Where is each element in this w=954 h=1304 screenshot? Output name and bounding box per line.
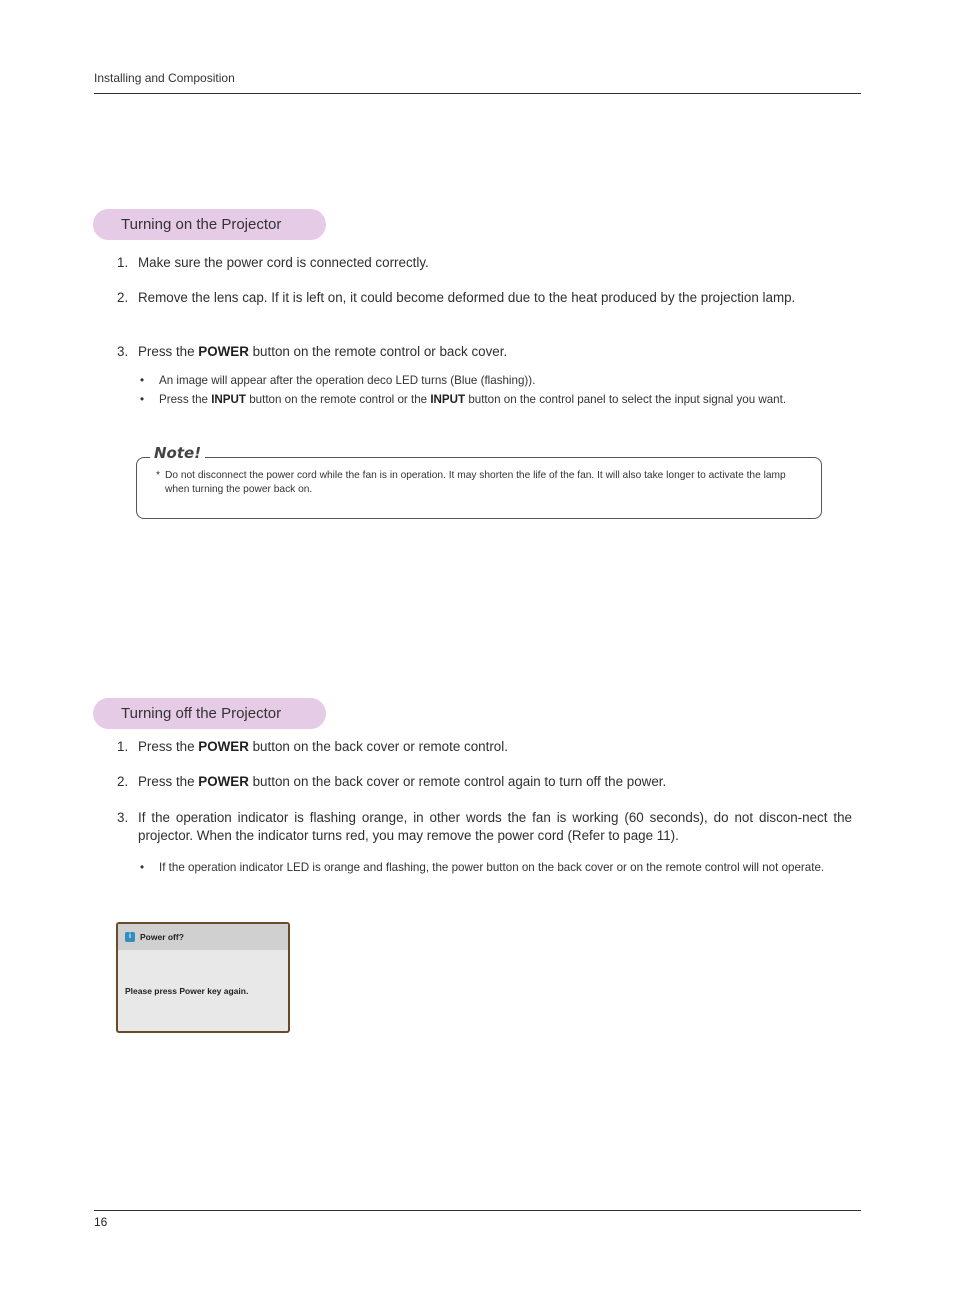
note-title: Note! <box>150 444 205 462</box>
list-number: 1. <box>117 255 129 270</box>
page-number: 16 <box>94 1215 108 1229</box>
text-run: Press the <box>138 739 199 754</box>
text-run: button on the control panel to select the input signal you want. <box>465 393 787 406</box>
section-title-turning-off: Turning off the Projector <box>93 698 326 729</box>
dialog-header <box>118 924 288 950</box>
bullet-text <box>159 391 854 408</box>
text-run: button on the back cover or remote control again to turn off the power. <box>248 774 667 789</box>
power-keyword: POWER <box>198 739 249 754</box>
text-run: Press the <box>138 344 199 359</box>
running-header: Installing and Composition <box>94 71 235 85</box>
dialog-message: Please press Power key again. <box>125 986 249 996</box>
note-body: Do not disconnect the power cord while the fan is in operation. It may shorten the life of the fan. It will also take longer to activate the lamp when turning the power back on. <box>165 470 786 495</box>
list-item <box>117 289 852 307</box>
section-title-turning-on: Turning on the Projector <box>93 209 326 240</box>
info-icon: i <box>125 932 135 942</box>
list-number: 2. <box>117 290 129 305</box>
dialog-title: Power off? <box>140 932 184 942</box>
list-number: 3. <box>117 344 129 359</box>
bullet-item <box>140 859 854 876</box>
list-text: Remove the lens cap. If it is left on, it could become deformed due to the heat produced by the projection lamp. <box>138 290 796 305</box>
header-rule <box>94 93 861 94</box>
note-text <box>156 469 796 497</box>
list-item <box>117 773 852 791</box>
list-text: Make sure the power cord is connected correctly. <box>138 255 429 270</box>
bullet-item <box>140 372 854 389</box>
power-keyword: POWER <box>198 344 249 359</box>
text-run: button on the remote control or back cover. <box>248 344 508 359</box>
power-off-dialog <box>116 922 290 1033</box>
text-run: button on the back cover or remote control. <box>248 739 508 754</box>
list-number: 3. <box>117 810 129 825</box>
list-text <box>138 738 852 756</box>
list-text: If the operation indicator is flashing orange, in other words the fan is working (60 seconds), do not discon-nect the projector. When the indicator turns red, you may remove the power cord (Refer to page 11). <box>138 810 852 843</box>
bullet-text: An image will appear after the operation deco LED turns (Blue (flashing)). <box>159 374 536 387</box>
list-item <box>117 809 852 845</box>
list-item <box>117 738 852 756</box>
list-number: 1. <box>117 739 129 754</box>
input-keyword: INPUT <box>430 393 466 406</box>
text-run: Press the <box>138 774 199 789</box>
bullet-dot: • <box>140 861 145 874</box>
list-item <box>117 343 852 361</box>
list-item <box>117 254 852 272</box>
input-keyword: INPUT <box>211 393 246 406</box>
list-number: 2. <box>117 774 129 789</box>
power-keyword: POWER <box>198 774 249 789</box>
text-run: button on the remote control or the <box>245 393 431 406</box>
note-asterisk: * <box>156 470 160 481</box>
bullet-text: If the operation indicator LED is orange and flashing, the power button on the back cover or on the remote control will not operate. <box>159 861 825 874</box>
text-run: Press the <box>159 393 212 406</box>
footer-rule <box>94 1210 861 1211</box>
list-text <box>138 343 852 361</box>
bullet-dot: • <box>140 393 145 406</box>
list-text <box>138 773 852 791</box>
bullet-dot: • <box>140 374 145 387</box>
bullet-item <box>140 391 854 408</box>
